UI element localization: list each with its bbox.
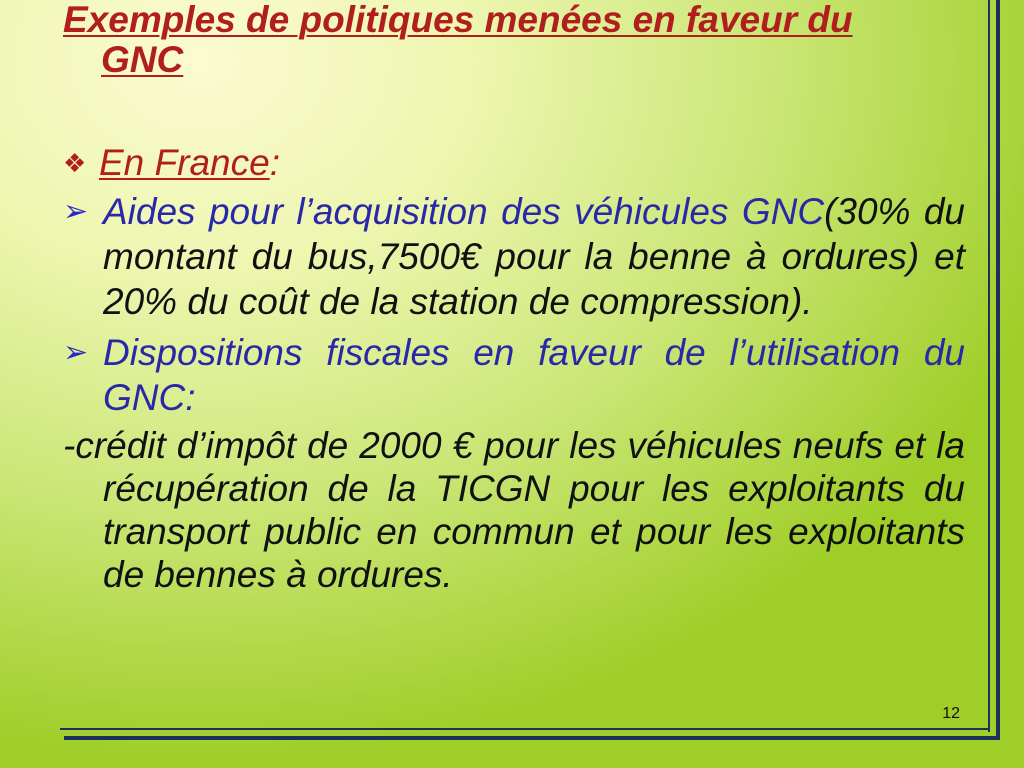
slide-frame-right-inner (988, 0, 990, 732)
section-heading (63, 143, 965, 183)
bullet-detail-text: (30% du montant du bus,7500€ pour la benne à ordures) et 20% du coût de la station de compression). (103, 191, 966, 322)
slide-frame-bottom-inner (60, 728, 990, 730)
bullet-item (63, 330, 965, 420)
section-colon: : (269, 142, 280, 183)
bullet-lead-text: Dispositions fiscales en faveur de l’utilisation du GNC: (103, 332, 965, 418)
tax-credit-paragraph: -crédit d’impôt de 2000 € pour les véhicules neufs et la récupération de la TICGN pour les exploitants du transport public en commun et pour les exploitants de bennes à ordures. (63, 425, 965, 595)
slide-frame-right-outer (996, 0, 1000, 740)
section-label: En France (99, 142, 270, 183)
page-number: 12 (942, 705, 960, 722)
bullet-lead-text: Aides pour l’acquisition des véhicules GNC (103, 191, 825, 232)
bullet-item (63, 189, 965, 324)
slide-content (63, 0, 965, 596)
arrow-bullet-icon: ➢ (63, 336, 89, 369)
slide-title: Exemples de politiques menées en faveur du GNC (63, 0, 853, 80)
diamond-bullet-icon: ❖ (63, 148, 87, 178)
slide-frame-bottom-outer (64, 736, 1000, 740)
arrow-bullet-icon: ➢ (63, 195, 89, 228)
